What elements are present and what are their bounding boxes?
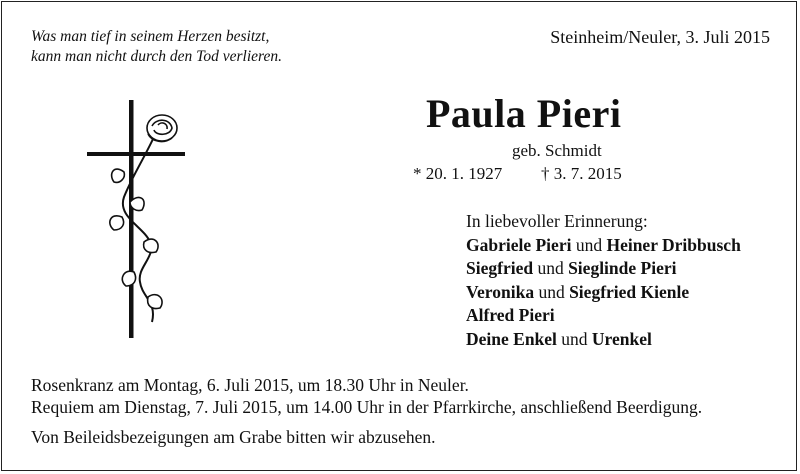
mourner-line bbox=[466, 234, 741, 258]
mourner-line bbox=[466, 328, 741, 352]
requiem-text: Requiem am Dienstag, 7. Juli 2015, um 14.00 Uhr in der Pfarrkirche, anschließend Beerdigung. bbox=[31, 397, 703, 417]
birth-date: * 20. 1. 1927 bbox=[413, 164, 503, 183]
deceased-name: Paula Pieri bbox=[426, 91, 622, 136]
mourner-line bbox=[466, 257, 741, 281]
rosary-text: Rosenkranz am Montag, 6. Juli 2015, um 18.30 Uhr in Neuler. bbox=[31, 375, 469, 395]
mourners-block bbox=[466, 210, 741, 352]
mourner-name: Sieglinde Pieri bbox=[568, 258, 677, 279]
motto-line: kann man nicht durch den Tod verlieren. bbox=[31, 48, 282, 65]
mourner-line bbox=[466, 304, 741, 328]
place-date: Steinheim/Neuler, 3. Juli 2015 bbox=[550, 27, 770, 47]
mourner-name: Gabriele Pieri bbox=[466, 234, 572, 255]
mourner-join: und bbox=[534, 281, 570, 302]
mourner-name: Heiner Dribbusch bbox=[606, 234, 741, 255]
mourners-intro: In liebevoller Erinnerung: bbox=[466, 211, 648, 231]
mourner-name: Siegfried Kienle bbox=[569, 281, 690, 302]
service-info bbox=[31, 374, 702, 418]
motto bbox=[31, 27, 282, 67]
condolence-note: Von Beileidsbezeigungen am Grabe bitten wir abzusehen. bbox=[31, 427, 436, 447]
mourner-name: Urenkel bbox=[591, 328, 652, 349]
mourner-name: Deine Enkel bbox=[466, 328, 557, 349]
born-name: geb. Schmidt bbox=[512, 141, 602, 160]
mourner-line bbox=[466, 281, 741, 305]
cross-with-rose-icon bbox=[82, 92, 192, 347]
death-date: † 3. 7. 2015 bbox=[541, 164, 622, 183]
mourner-name: Alfred Pieri bbox=[466, 305, 555, 326]
mourner-join: und bbox=[556, 328, 592, 349]
mourner-name: Siegfried bbox=[466, 258, 534, 279]
motto-line: Was man tief in seinem Herzen besitzt, bbox=[31, 28, 270, 45]
mourner-name: Veronika bbox=[466, 281, 535, 302]
mourner-join: und bbox=[533, 258, 569, 279]
mourner-join: und bbox=[571, 234, 607, 255]
